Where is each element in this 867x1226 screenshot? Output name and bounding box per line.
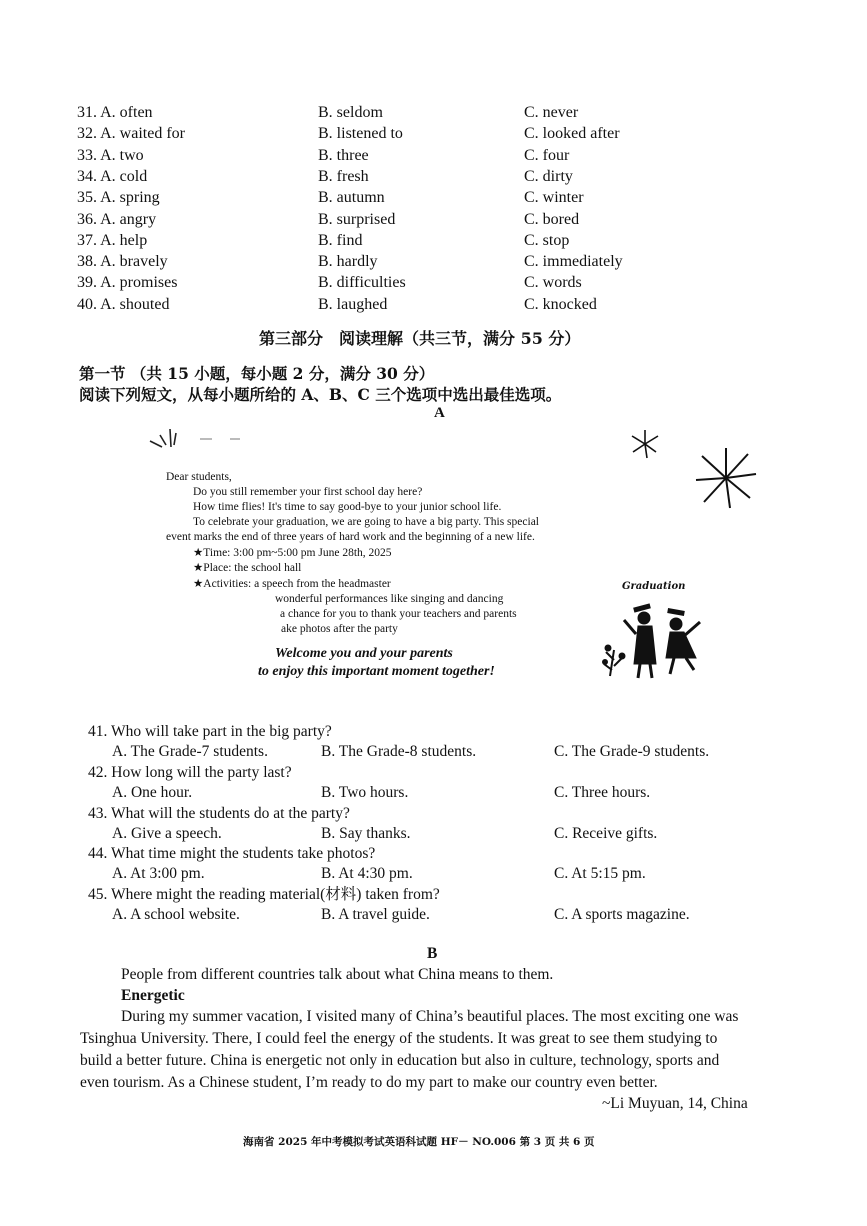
cloze-option-b: B. difficulties	[318, 274, 406, 292]
flyer-line: event marks the end of three years of hard work and the beginning of a new life.	[166, 531, 535, 543]
cloze-option-b: B. fresh	[318, 167, 369, 185]
cloze-option-c: C. immediately	[524, 253, 623, 271]
cloze-option-a: 39. A. promises	[77, 274, 178, 292]
question-option-b: B. Say thanks.	[321, 824, 411, 842]
cloze-option-a: 36. A. angry	[77, 210, 157, 228]
passage-b-signature: ~Li Muyuan, 14, China	[602, 1095, 748, 1112]
question-stem: 45. Where might the reading material(材料) taken from?	[88, 886, 440, 904]
passage-b-heading: Energetic	[121, 987, 185, 1004]
cloze-option-c: C. words	[524, 274, 582, 292]
flyer-place: ★Place: the school hall	[193, 562, 302, 574]
graduates-illustration-icon	[600, 600, 720, 682]
cloze-option-b: B. autumn	[318, 189, 385, 207]
cloze-option-b: B. surprised	[318, 210, 396, 228]
question-option-b: B. Two hours.	[321, 783, 409, 801]
question-stem: 44. What time might the students take photos?	[88, 845, 376, 863]
page-footer: 海南省 2025 年中考模拟考试英语科试题 HF－ NO.006 第 3 页 共 6 页	[243, 1136, 595, 1148]
question-option-b: B. A travel guide.	[321, 906, 430, 924]
question-option-a: A. A school website.	[112, 906, 240, 924]
flyer-line: To celebrate your graduation, we are going to have a big party. This special	[193, 516, 539, 528]
flyer-line: How time flies! It's time to say good-bye to your junior school life.	[193, 501, 502, 513]
passage-b-intro: People from different countries talk about what China means to them.	[121, 966, 554, 983]
question-option-c: C. Receive gifts.	[554, 824, 658, 842]
firework-small-icon	[625, 428, 665, 468]
flyer-activity: wonderful performances like singing and dancing	[275, 593, 504, 605]
cloze-option-b: B. listened to	[318, 125, 403, 143]
question-stem: 41. Who will take part in the big party?	[88, 723, 332, 740]
question-option-a: A. One hour.	[112, 783, 193, 801]
cloze-option-a: 32. A. waited for	[77, 125, 185, 143]
cloze-option-c: C. bored	[524, 210, 580, 228]
cloze-option-a: 38. A. bravely	[77, 253, 168, 271]
cloze-option-a: 35. A. spring	[77, 189, 160, 207]
cloze-option-c: C. never	[524, 104, 579, 121]
decorative-strokes-icon	[140, 425, 260, 465]
flyer-time: ★Time: 3:00 pm~5:00 pm June 28th, 2025	[193, 547, 392, 559]
cloze-option-b: B. hardly	[318, 253, 378, 271]
question-option-a: A. At 3:00 pm.	[112, 865, 205, 883]
question-option-b: B. The Grade-8 students.	[321, 743, 477, 760]
flyer-welcome: to enjoy this important moment together!	[258, 664, 495, 679]
question-option-c: C. A sports magazine.	[554, 906, 690, 924]
cloze-option-a: 37. A. help	[77, 231, 148, 249]
part3-title: 第三部分 阅读理解（共三节，满分 55 分）	[259, 329, 581, 348]
firework-large-icon	[692, 444, 760, 512]
cloze-option-a: 34. A. cold	[77, 167, 148, 185]
flyer-greeting: Dear students,	[166, 471, 232, 483]
cloze-option-c: C. looked after	[524, 125, 620, 143]
question-option-c: C. The Grade-9 students.	[554, 743, 710, 760]
cloze-option-b: B. find	[318, 231, 363, 249]
flyer-welcome: Welcome you and your parents	[275, 646, 453, 661]
cloze-option-b: B. three	[318, 146, 369, 164]
cloze-option-b: B. seldom	[318, 104, 383, 121]
cloze-option-c: C. winter	[524, 189, 584, 207]
cloze-option-a: 31. A. often	[77, 104, 153, 121]
cloze-option-c: C. knocked	[524, 295, 597, 313]
question-option-c: C. At 5:15 pm.	[554, 865, 646, 883]
passage-b-line: During my summer vacation, I visited many of China’s beautiful places. The most exciting one was	[121, 1008, 739, 1025]
flyer-activity: a chance for you to thank your teachers and parents	[280, 608, 517, 620]
passage-b-line: Tsinghua University. There, I could feel the energy of the students. It was great to see them studying to	[80, 1030, 718, 1047]
passage-a-label: A	[434, 405, 445, 421]
flyer-activities: ★Activities: a speech from the headmaster	[193, 578, 391, 590]
cloze-option-c: C. stop	[524, 231, 570, 249]
cloze-option-c: C. four	[524, 146, 570, 164]
cloze-option-c: C. dirty	[524, 167, 573, 185]
cloze-option-b: B. laughed	[318, 295, 388, 313]
flyer-line: Do you still remember your first school day here?	[193, 486, 423, 498]
question-option-b: B. At 4:30 pm.	[321, 865, 413, 883]
question-option-c: C. Three hours.	[554, 783, 651, 801]
section1-title: 第一节 （共 15 小题，每小题 2 分，满分 30 分）	[79, 364, 435, 383]
question-stem: 42. How long will the party last?	[88, 763, 292, 781]
cloze-option-a: 40. A. shouted	[77, 295, 170, 313]
question-option-a: A. The Grade-7 students.	[112, 743, 268, 760]
cloze-option-a: 33. A. two	[77, 146, 144, 164]
graduation-heading: Graduation	[622, 581, 686, 592]
instruction: 阅读下列短文，从每小题所给的 A、B、C 三个选项中选出最佳选项。	[79, 385, 562, 404]
question-stem: 43. What will the students do at the party?	[88, 804, 350, 822]
flyer-activity: ake photos after the party	[281, 623, 398, 635]
passage-b-line: build a better future. China is energetic not only in education but also in culture, technology, sports and	[80, 1052, 720, 1069]
passage-b-line: even tourism. As a Chinese student, I’m ready to do my part to make our country even better.	[80, 1074, 658, 1091]
passage-b-label: B	[427, 945, 438, 962]
question-option-a: A. Give a speech.	[112, 824, 222, 842]
